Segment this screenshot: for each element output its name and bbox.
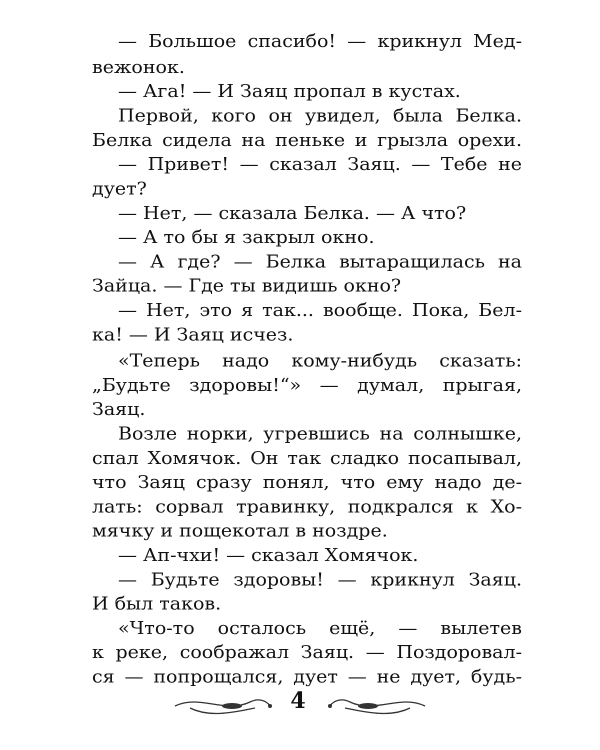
text-line: ся — попрощался, дует — не дует, будь- <box>92 666 522 688</box>
text-line: — Ага! — И Заяц пропал в кустах. <box>118 81 461 102</box>
text-line: — Большое спасибо! — крикнул Мед- <box>118 30 522 52</box>
text-line: к реке, соображал Заяц. — Поздоровал- <box>92 642 522 663</box>
text-line: — А где? — Белка вытаращилась на <box>118 251 522 273</box>
text-line: Первой, кого он увидел, была Белка. <box>118 105 522 127</box>
text-line: — Ап-чхи! — сказал Хомячок. <box>118 545 419 566</box>
text-line: лать: сорвал травинку, подкрался к Хо- <box>92 496 522 518</box>
text-line: Возле норки, угревшись на солнышке, <box>118 423 522 445</box>
text-line: Белка сидела на пеньке и грызла орехи. <box>92 129 522 151</box>
page-number: 4 <box>290 688 306 714</box>
text-line: дует? <box>92 178 147 200</box>
text-line: — Привет! — сказал Заяц. — Тебе не <box>118 154 522 175</box>
text-line: спал Хомячок. Он так сладко посапывал, <box>92 447 522 469</box>
text-line: что Заяц сразу понял, что ему надо де- <box>92 472 522 493</box>
text-line: «Теперь надо кому-нибудь сказать: <box>118 350 522 372</box>
text-line: ка! — И Заяц исчез. <box>92 324 294 346</box>
text-line: И был таков. <box>92 593 222 615</box>
text-line: вежонок. <box>92 57 185 78</box>
text-line: — Нет, — сказала Белка. — А что? <box>118 202 467 224</box>
text-line: — А то бы я закрыл окно. <box>118 227 375 248</box>
text-line: — Нет, это я так... вообще. Пока, Бел- <box>118 300 522 321</box>
text-line: Заяц. <box>92 399 146 420</box>
text-line: «Что-то осталось ещё, — вылетев <box>118 618 522 639</box>
footer-ornament-bar <box>0 684 600 724</box>
text-line: мячку и пощекотал в ноздре. <box>92 520 388 542</box>
text-line: „Будьте здоровы!“» — думал, прыгая, <box>92 374 522 396</box>
text-line: — Будьте здоровы! — крикнул Заяц. <box>118 569 522 590</box>
text-line: Зайца. — Где ты видишь окно? <box>92 275 402 297</box>
